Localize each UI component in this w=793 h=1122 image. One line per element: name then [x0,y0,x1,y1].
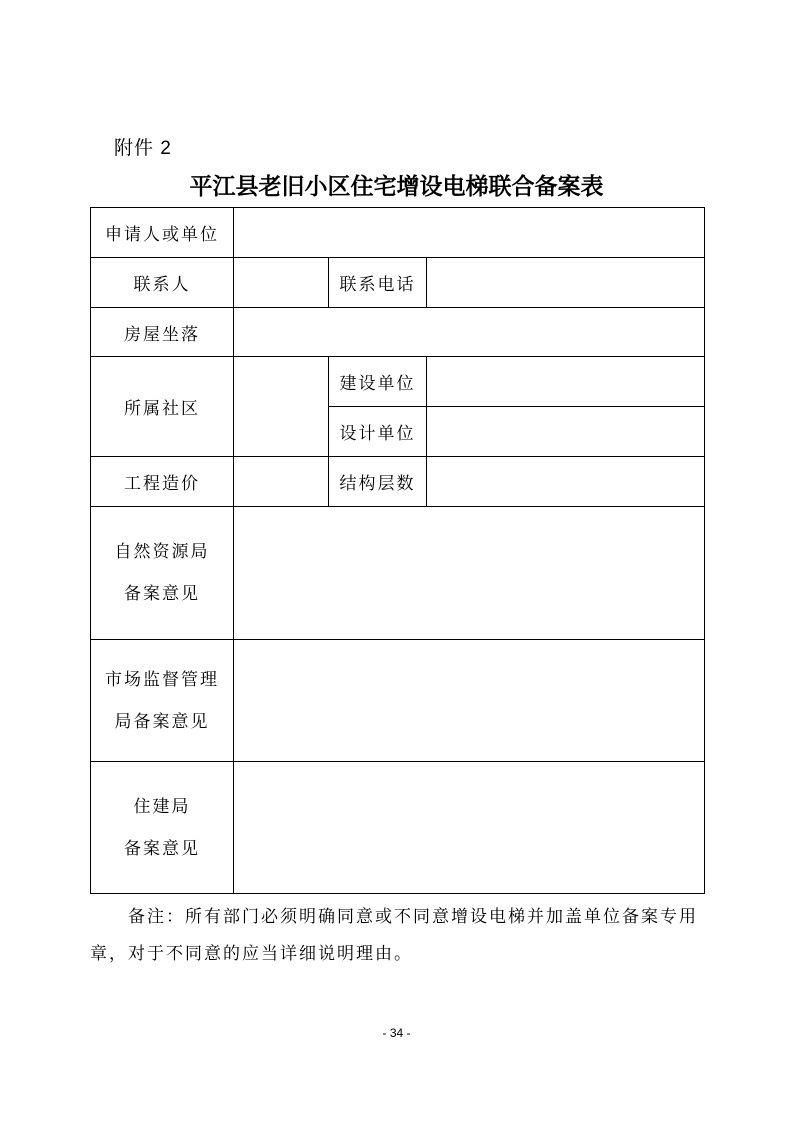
form-row-market-supervision [91,640,705,762]
form-row-construction-unit [91,357,705,407]
location-field[interactable] [234,308,705,357]
housing-bureau-label [91,762,234,894]
community-field[interactable] [234,357,329,457]
form-row-cost [91,457,705,507]
footnote-remark: 备注：所有部门必须明确同意或不同意增设电梯并加盖单位备案专用章，对于不同意的应当详细说明理由。 [90,907,698,964]
natural-resources-opinion-field[interactable] [234,507,705,640]
natural-resources-label [91,507,234,640]
community-label: 所属社区 [91,357,234,457]
form-row-applicant [91,208,705,258]
applicant-field[interactable] [234,208,705,258]
market-supervision-opinion-field[interactable] [234,640,705,762]
page-title: 平江县老旧小区住宅增设电梯联合备案表 [189,173,604,200]
cost-label: 工程造价 [91,457,234,507]
phone-field[interactable] [427,258,705,308]
floors-label: 结构层数 [329,457,427,507]
construction-unit-label: 建设单位 [329,357,427,407]
page-number: - 34 - [382,1026,411,1040]
market-supervision-label [91,640,234,762]
form-row-natural-resources [91,507,705,640]
applicant-label: 申请人或单位 [91,208,234,258]
natural-resources-label-line1: 自然资源局 [114,542,210,562]
form-row-housing-bureau [91,762,705,894]
design-unit-label: 设计单位 [329,407,427,457]
design-unit-field[interactable] [427,407,705,457]
contact-label: 联系人 [91,258,234,308]
cost-field[interactable] [234,457,329,507]
natural-resources-label-line2: 备案意见 [124,584,200,604]
attachment-label: 附件 2 [114,138,172,159]
contact-field[interactable] [234,258,329,308]
floors-field[interactable] [427,457,705,507]
housing-bureau-opinion-field[interactable] [234,762,705,894]
housing-bureau-label-line2: 备案意见 [124,838,200,859]
market-supervision-label-line2: 局备案意见 [114,711,210,732]
market-supervision-label-line1: 市场监督管理 [105,669,219,690]
location-label: 房屋坐落 [91,308,234,357]
form-row-contact [91,258,705,308]
phone-label: 联系电话 [329,258,427,308]
housing-bureau-label-line1: 住建局 [133,796,191,817]
construction-unit-field[interactable] [427,357,705,407]
filing-form-table [90,207,705,894]
form-row-location [91,308,705,357]
